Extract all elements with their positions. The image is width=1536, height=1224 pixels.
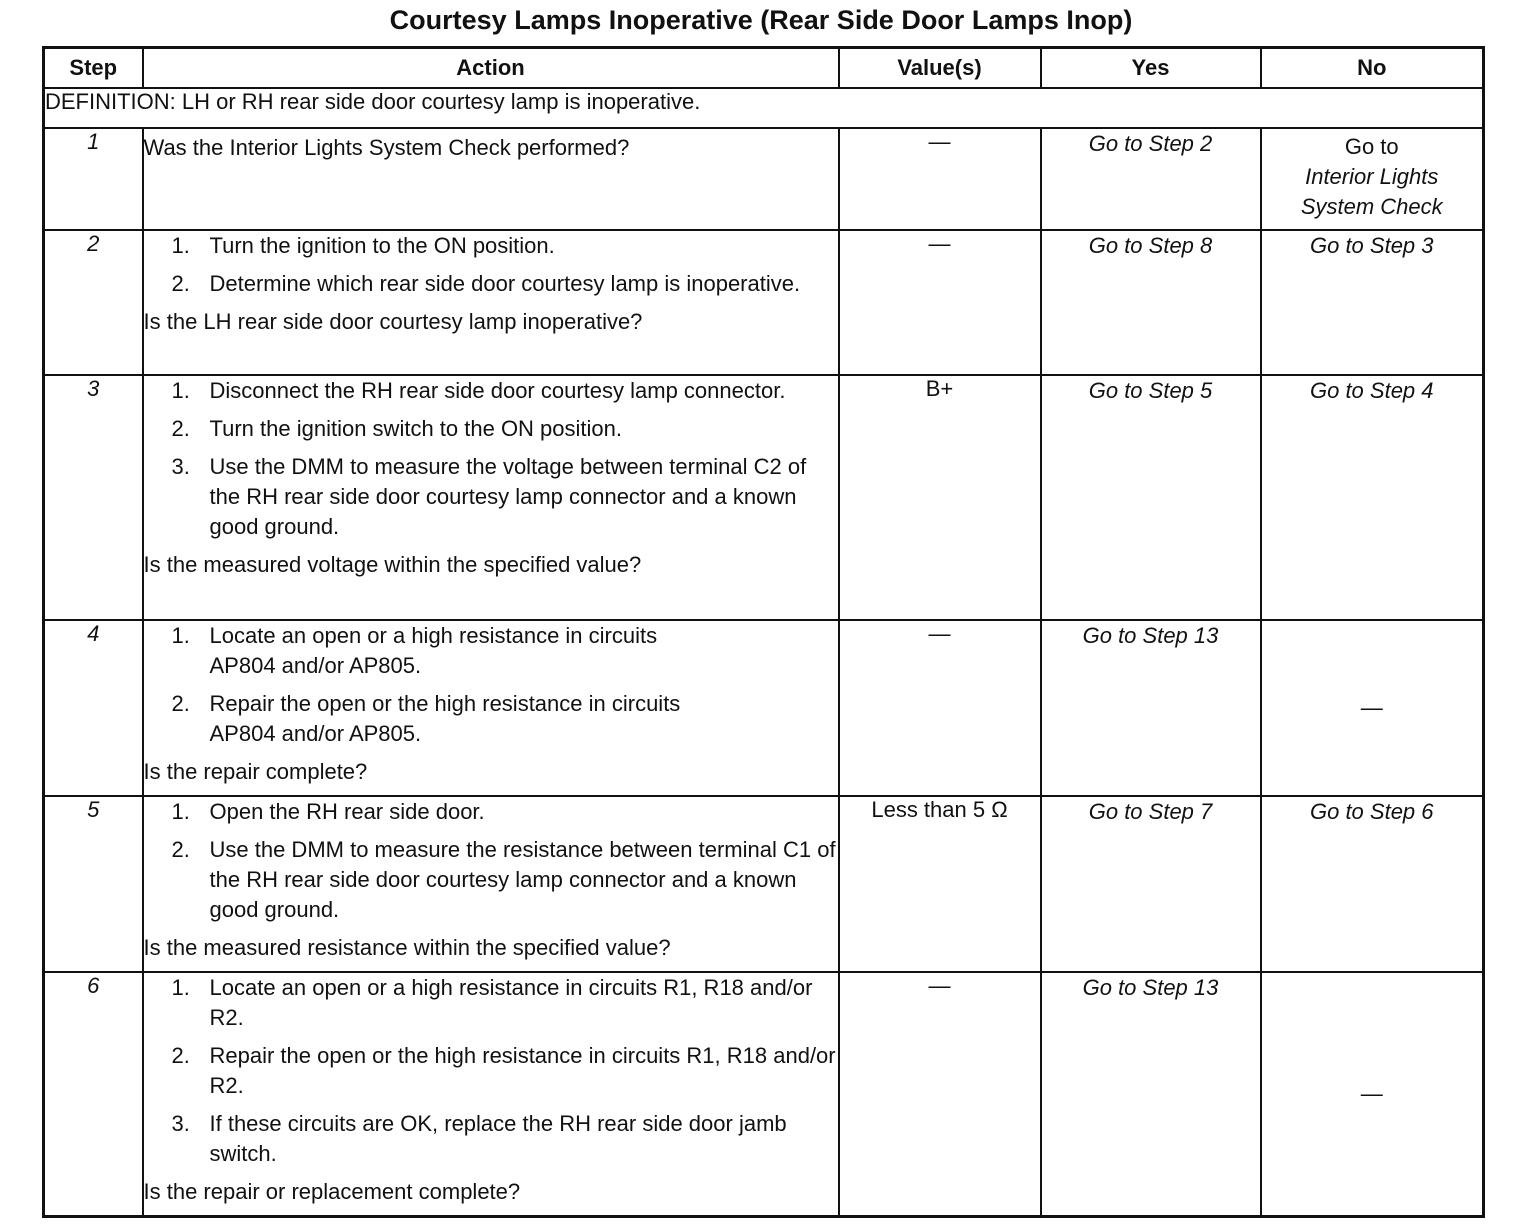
no-cell: Go to Step 4 — [1261, 375, 1484, 620]
substep-text: Open the RH rear side door. — [209, 799, 485, 824]
value-cell: B+ — [839, 375, 1041, 620]
step-number: 2 — [44, 230, 143, 375]
no-cell: — — [1261, 620, 1484, 796]
no-cell: Go to Step 6 — [1261, 796, 1484, 972]
substep-number: 3. — [171, 454, 190, 479]
substep-number: 1. — [171, 975, 190, 1000]
no-line: System Check — [1300, 194, 1443, 219]
table-row — [44, 128, 1484, 230]
substep-text: Use the DMM to measure the voltage between terminal C2 of the RH rear side door courtesy lamp connector and a known good ground. — [209, 454, 807, 539]
step-number: 4 — [44, 620, 143, 796]
action-cell — [143, 796, 839, 972]
substep-list — [144, 973, 838, 1169]
substep — [144, 414, 838, 444]
table-row — [44, 375, 1484, 620]
substep-number: 1. — [171, 233, 190, 258]
substep — [144, 621, 838, 681]
definition-text: DEFINITION: LH or RH rear side door courtesy lamp is inoperative. — [44, 88, 1484, 128]
step-number: 3 — [44, 375, 143, 620]
table-row — [44, 972, 1484, 1216]
substep-text: Disconnect the RH rear side door courtesy lamp connector. — [209, 378, 786, 403]
substep-list — [144, 231, 838, 299]
no-cell — [1261, 128, 1484, 230]
action-question: Is the measured voltage within the specified value? — [143, 552, 642, 577]
action-cell — [143, 972, 839, 1216]
yes-cell: Go to Step 13 — [1041, 620, 1261, 796]
step-number: 6 — [44, 972, 143, 1216]
substep — [144, 973, 838, 1033]
no-cell: Go to Step 3 — [1261, 230, 1484, 375]
action-cell — [143, 375, 839, 620]
substep — [144, 231, 838, 261]
substep — [144, 269, 838, 299]
substep-text: Turn the ignition switch to the ON position. — [209, 416, 622, 441]
substep-text: Locate an open or a high resistance in circuits R1, R18 and/or R2. — [209, 975, 813, 1030]
action-cell — [143, 620, 839, 796]
substep-number: 1. — [171, 623, 190, 648]
yes-cell: Go to Step 13 — [1041, 972, 1261, 1216]
substep-text: Repair the open or the high resistance in circuits AP804 and/or AP805. — [209, 691, 681, 746]
substep — [144, 1109, 838, 1169]
step-number: 1 — [44, 128, 143, 230]
substep-number: 3. — [171, 1111, 190, 1136]
yes-cell: Go to Step 5 — [1041, 375, 1261, 620]
value-cell: — — [839, 972, 1041, 1216]
yes-cell: Go to Step 7 — [1041, 796, 1261, 972]
substep — [144, 452, 838, 542]
substep-number: 2. — [171, 271, 190, 296]
substep-number: 1. — [171, 378, 190, 403]
table-row — [44, 620, 1484, 796]
header-yes: Yes — [1041, 48, 1261, 89]
substep — [144, 835, 838, 925]
substep-text: If these circuits are OK, replace the RH rear side door jamb switch. — [209, 1111, 787, 1166]
page-title: Courtesy Lamps Inoperative (Rear Side Door Lamps Inop) — [389, 5, 1133, 35]
substep-number: 2. — [171, 1043, 190, 1068]
action-question: Is the measured resistance within the specified value? — [143, 935, 671, 960]
table-row — [44, 230, 1484, 375]
action-question: Is the LH rear side door courtesy lamp inoperative? — [143, 309, 643, 334]
action-question: Is the repair or replacement complete? — [143, 1179, 521, 1204]
substep-text: Use the DMM to measure the resistance between terminal C1 of the RH rear side door courtesy lamp connector and a known good ground. — [209, 837, 836, 922]
substep-number: 1. — [171, 799, 190, 824]
definition-row — [44, 88, 1484, 128]
header-action: Action — [143, 48, 839, 89]
no-line: Go to — [1344, 134, 1399, 159]
substep — [144, 797, 838, 827]
yes-cell: Go to Step 8 — [1041, 230, 1261, 375]
substep — [144, 689, 838, 749]
value-cell: — — [839, 620, 1041, 796]
substep — [144, 376, 838, 406]
diagnostic-table — [42, 46, 1485, 1218]
action-question: Was the Interior Lights System Check performed? — [143, 135, 630, 160]
no-cell: — — [1261, 972, 1484, 1216]
substep — [144, 1041, 838, 1101]
header-row — [44, 48, 1484, 89]
substep-list — [144, 797, 838, 925]
header-values: Value(s) — [839, 48, 1041, 89]
header-step: Step — [44, 48, 143, 89]
substep-number: 2. — [171, 416, 190, 441]
header-no: No — [1261, 48, 1484, 89]
substep-text: Determine which rear side door courtesy lamp is inoperative. — [209, 271, 801, 296]
substep-text: Turn the ignition to the ON position. — [209, 233, 555, 258]
substep-text: Repair the open or the high resistance in circuits R1, R18 and/or R2. — [209, 1043, 836, 1098]
yes-cell: Go to Step 2 — [1041, 128, 1261, 230]
action-cell — [143, 230, 839, 375]
table-row — [44, 796, 1484, 972]
substep-number: 2. — [171, 691, 190, 716]
value-cell: — — [839, 128, 1041, 230]
value-cell: Less than 5 Ω — [839, 796, 1041, 972]
substep-list — [144, 621, 838, 749]
step-number: 5 — [44, 796, 143, 972]
value-cell: — — [839, 230, 1041, 375]
action-question: Is the repair complete? — [143, 759, 368, 784]
substep-number: 2. — [171, 837, 190, 862]
substep-list — [144, 376, 838, 542]
action-cell — [143, 128, 839, 230]
substep-text: Locate an open or a high resistance in circuits AP804 and/or AP805. — [209, 623, 658, 678]
no-line: Interior Lights — [1305, 164, 1439, 189]
